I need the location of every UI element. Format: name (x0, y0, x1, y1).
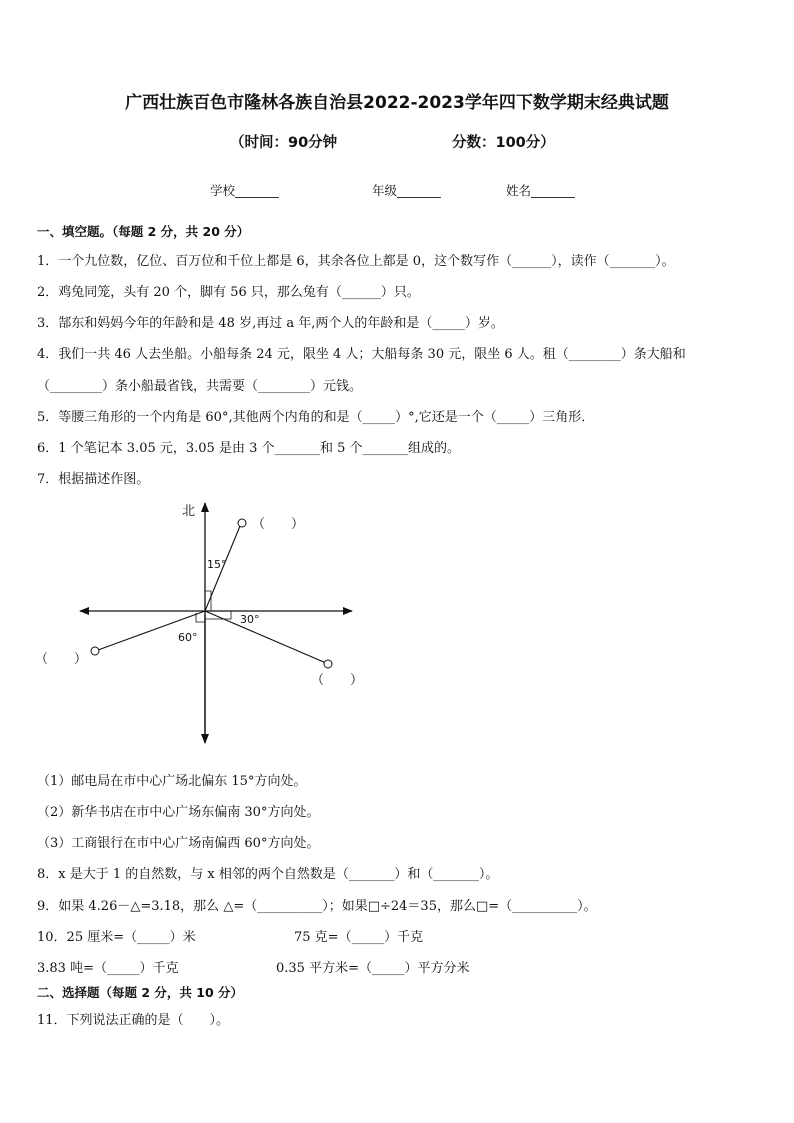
angle-label-30: 30° (240, 613, 260, 626)
school-field: 学校_______ (210, 183, 279, 198)
angle-label-60: 60° (178, 631, 198, 644)
page-title: 广西壮族百色市隆林各族自治县2022-2023学年四下数学期末经典试题 (125, 93, 669, 113)
question-4-line-2: （________）条小船最省钱，共需要（________）元钱。 (37, 379, 363, 394)
question-6: 6．1 个笔记本 3.05 元，3.05 是由 3 个_______和 5 个_______组成的。 (37, 441, 461, 456)
point-ne (238, 519, 246, 527)
name-field: 姓名_______ (506, 183, 575, 198)
exam-score: 分数：100分） (452, 135, 555, 151)
blank-ne: （ ） (252, 517, 305, 532)
question-10b: 75 克=（_____）千克 (294, 930, 424, 945)
blank-se: （ ） (311, 673, 364, 688)
question-7-part-2: （2）新华书店在市中心广场东偏南 30°方向处。 (37, 805, 320, 820)
blank-sw: （ ） (35, 652, 88, 667)
question-8: 8．x 是大于 1 的自然数，与 x 相邻的两个自然数是（_______）和（_______）。 (37, 867, 499, 882)
question-5: 5．等腰三角形的一个内角是 60°,其他两个内角的和是（_____）°,它还是一个（_____）三角形． (37, 410, 595, 425)
angle-label-15: 15° (207, 558, 227, 571)
point-se (324, 660, 332, 668)
section-2-heading: 二、选择题（每题 2 分，共 10 分） (37, 985, 244, 1000)
question-10a: 10．25 厘米=（_____）米 (37, 930, 196, 945)
question-1: 1．一个九位数，亿位、百万位和千位上都是 6，其余各位上都是 0，这个数写作（______），读作（_______）。 (37, 254, 675, 269)
question-10d: 0.35 平方米=（_____）平方分米 (276, 961, 470, 976)
grade-field: 年级_______ (372, 183, 441, 198)
question-7-part-3: （3）工商银行在市中心广场南偏西 60°方向处。 (37, 836, 320, 851)
question-3: 3．郜东和妈妈今年的年龄和是 48 岁,再过 a 年,两个人的年龄和是（_____）岁。 (37, 316, 504, 331)
direction-diagram (30, 495, 375, 750)
question-11: 11．下列说法正确的是（ ）。 (37, 1013, 230, 1028)
question-9: 9．如果 4.26－△=3.18，那么 △=（__________）；如果□÷24＝35，那么□=（__________）。 (37, 899, 597, 914)
north-label: 北 (182, 504, 196, 519)
question-7: 7．根据描述作图。 (37, 472, 150, 487)
question-2: 2．鸡兔同笼，头有 20 个，脚有 56 只，那么兔有（______）只。 (37, 285, 420, 300)
question-10c: 3.83 吨=（_____）千克 (37, 961, 179, 976)
point-sw (91, 647, 99, 655)
question-4-line-1: 4．我们一共 46 人去坐船。小船每条 24 元，限坐 4 人；大船每条 30 元，限坐 6 人。租（________）条大船和 (37, 347, 686, 362)
question-7-part-1: （1）邮电局在市中心广场北偏东 15°方向处。 (37, 774, 307, 789)
exam-time: （时间：90分钟 (230, 135, 338, 151)
section-1-heading: 一、填空题。（每题 2 分，共 20 分） (37, 224, 250, 239)
